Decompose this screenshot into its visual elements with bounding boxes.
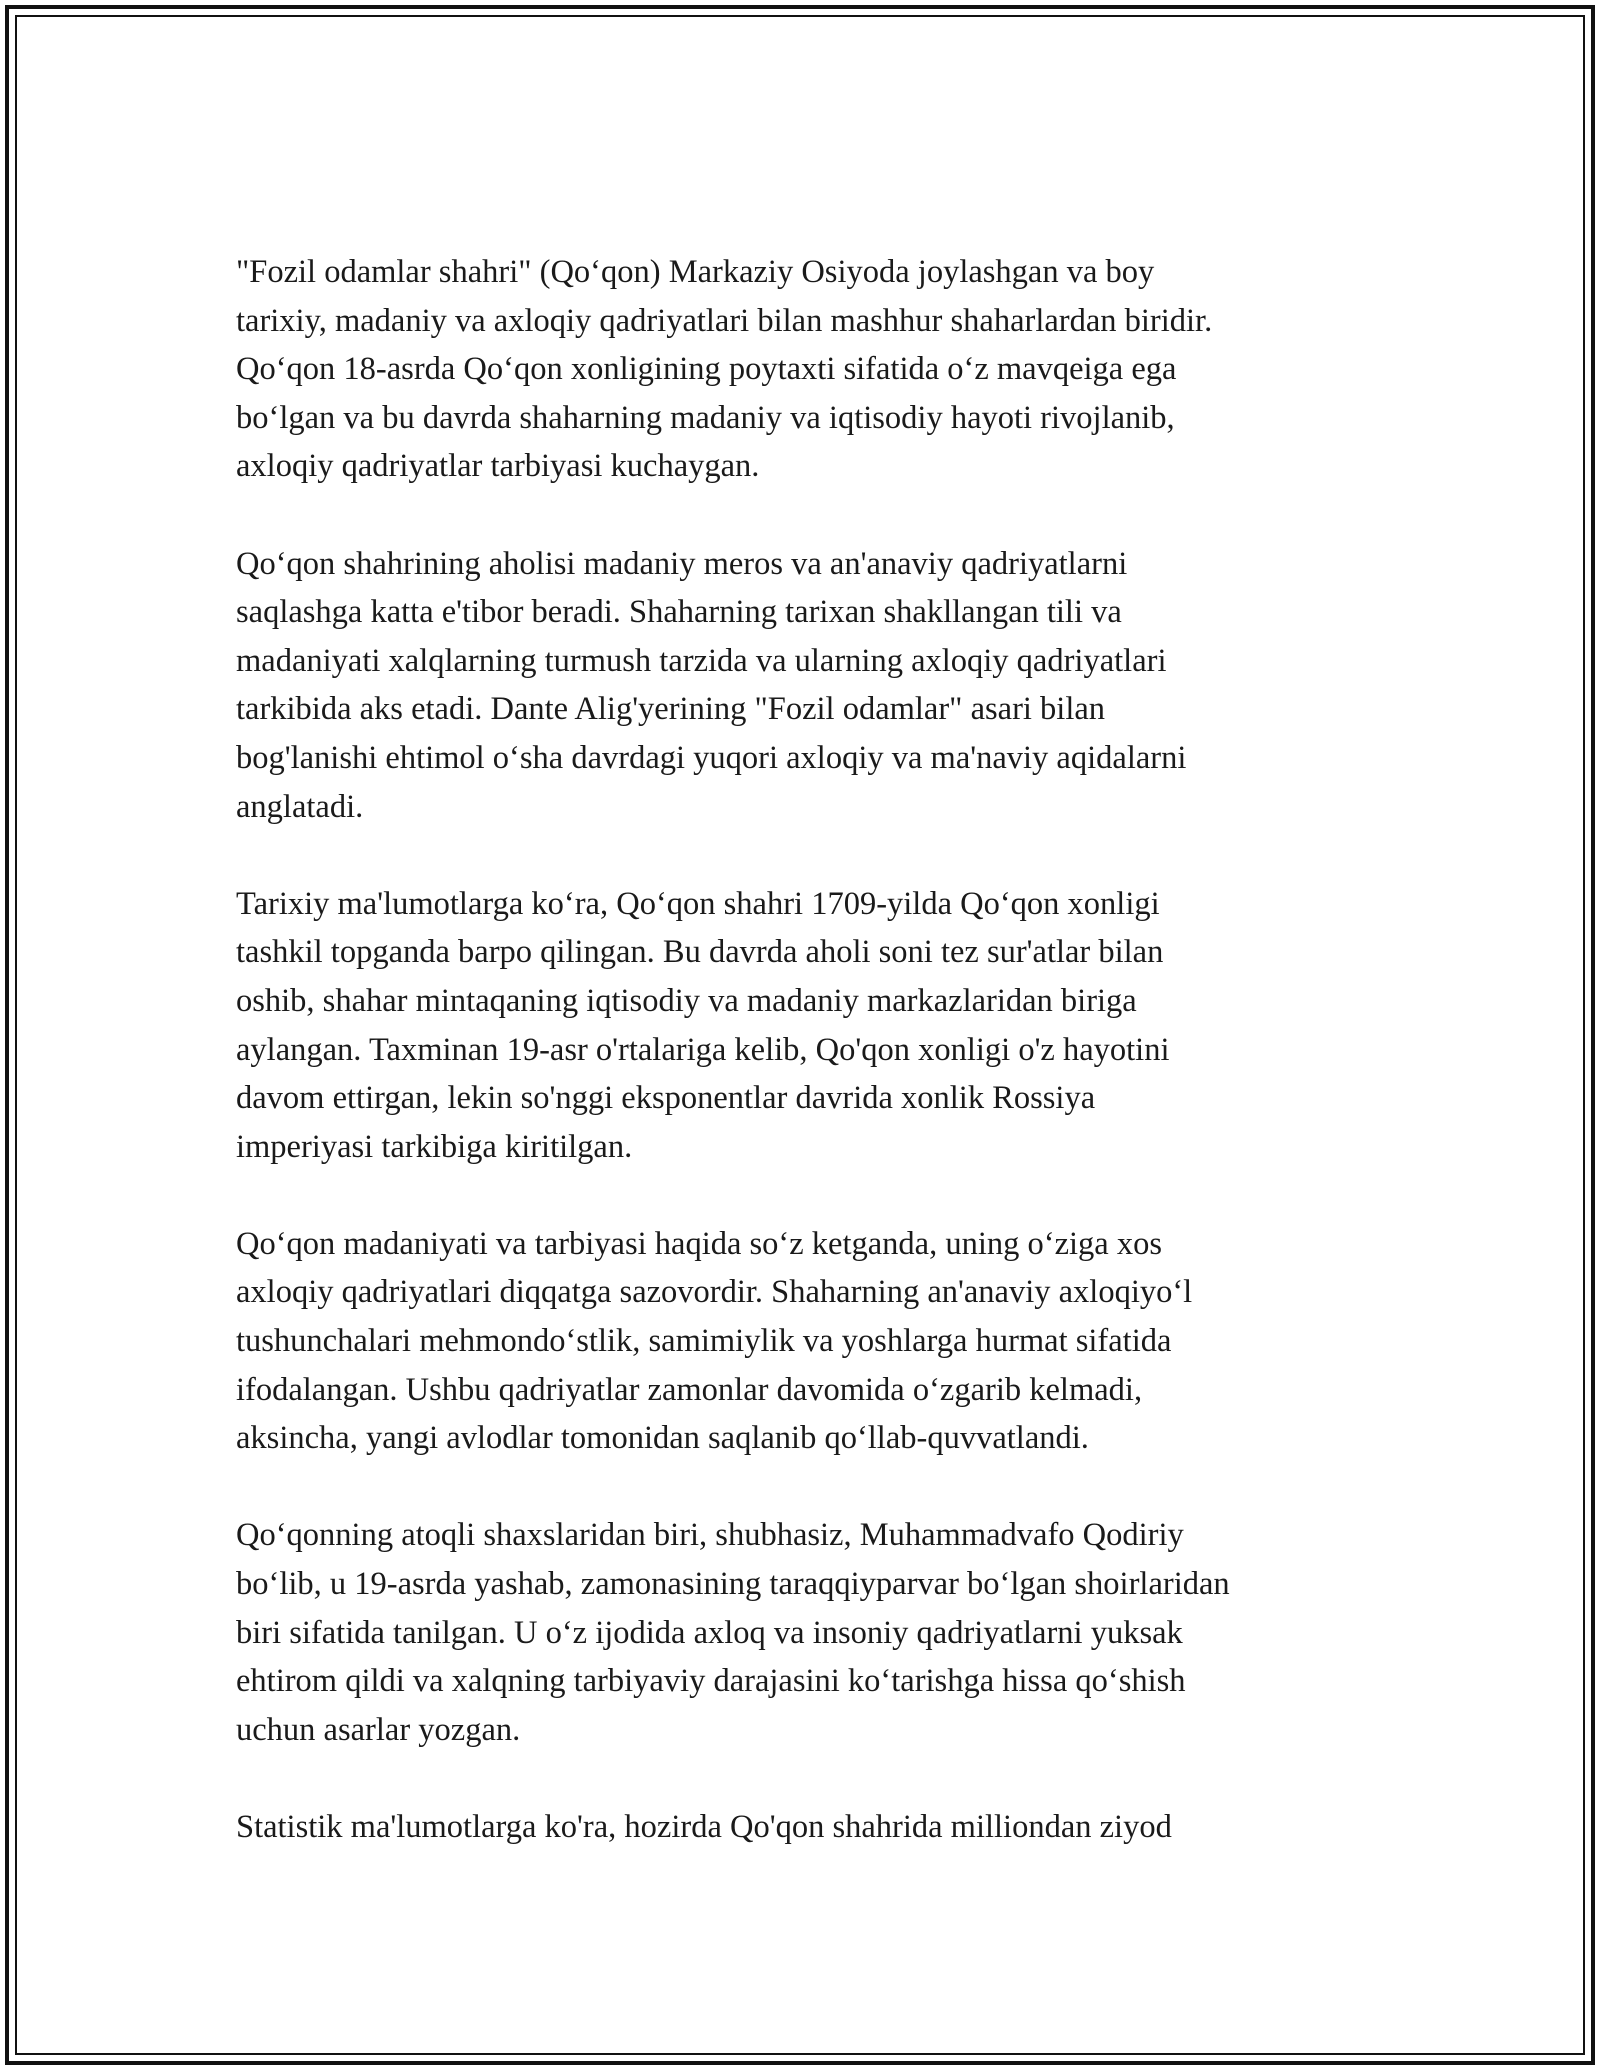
text-line: davom ettirgan, lekin so'nggi eksponentlar davrida xonlik Rossiya	[236, 1080, 1096, 1117]
text-line: tashkil topganda barpo qilingan. Bu davrda aholi soni tez sur'atlar bilan	[236, 934, 1164, 971]
text-line: madaniyati xalqlarning turmush tarzida va ularning axloqiy qadriyatlari	[236, 642, 1167, 679]
paragraph	[236, 1803, 1376, 1852]
text-line: "Fozil odamlar shahri" (Qo‘qon) Markaziy Osiyoda joylashgan va boy	[236, 254, 1155, 290]
text-line: anglatadi.	[236, 788, 364, 825]
text-line: bo‘lib, u 19-asrda yashab, zamonasining taraqqiyparvar bo‘lgan shoirlaridan	[236, 1566, 1230, 1603]
paragraph	[236, 540, 1376, 832]
text-line: imperiyasi tarkibiga kiritilgan.	[236, 1128, 633, 1165]
text-line: tarkibida aks etadi. Dante Alig'yerining "Fozil odamlar" asari bilan	[236, 691, 1106, 728]
paragraph	[236, 248, 1376, 491]
paragraph-spacer	[236, 1754, 1376, 1803]
text-line: biri sifatida tanilgan. U o‘z ijodida axloq va insoniy qadriyatlarni yuksak	[236, 1614, 1183, 1651]
text-line: axloqiy qadriyatlari diqqatga sazovordir. Shaharning an'anaviy axloqiyo‘l	[236, 1274, 1193, 1311]
text-line: ehtirom qildi va xalqning tarbiyaviy darajasini ko‘tarishga hissa qo‘shish	[236, 1663, 1186, 1700]
text-line: aylangan. Taxminan 19-asr o'rtalariga kelib, Qo'qon xonligi o'z hayotini	[236, 1031, 1170, 1068]
paragraph-spacer	[236, 1463, 1376, 1512]
text-line: tarixiy, madaniy va axloqiy qadriyatlari bilan mashhur shaharlardan biridir.	[236, 302, 1213, 339]
text-line: Tarixiy ma'lumotlarga ko‘ra, Qo‘qon shahri 1709-yilda Qo‘qon xonligi	[236, 885, 1160, 922]
text-line: Qo‘qon shahrining aholisi madaniy meros va an'anaviy qadriyatlarni	[236, 545, 1128, 582]
text-line: saqlashga katta e'tibor beradi. Shaharning tarixan shakllangan tili va	[236, 594, 1122, 631]
text-line: Statistik ma'lumotlarga ko'ra, hozirda Qo'qon shahrida milliondan ziyod	[236, 1809, 1172, 1845]
text-line: tushunchalari mehmondo‘stlik, samimiylik va yoshlarga hurmat sifatida	[236, 1323, 1172, 1360]
text-line: oshib, shahar mintaqaning iqtisodiy va madaniy markazlaridan biriga	[236, 982, 1137, 1019]
document-body	[236, 248, 1376, 1852]
paragraph-spacer	[236, 1171, 1376, 1220]
text-line: uchun asarlar yozgan.	[236, 1711, 521, 1748]
paragraph	[236, 880, 1376, 1172]
text-line: Qo‘qon 18-asrda Qo‘qon xonligining poytaxti sifatida o‘z mavqeiga ega	[236, 351, 1177, 388]
text-line: aksincha, yangi avlodlar tomonidan saqlanib qo‘llab-quvvatlandi.	[236, 1420, 1089, 1457]
text-line: bog'lanishi ehtimol o‘sha davrdagi yuqori axloqiy va ma'naviy aqidalarni	[236, 739, 1187, 776]
text-line: axloqiy qadriyatlar tarbiyasi kuchaygan.	[236, 448, 760, 485]
text-line: ifodalangan. Ushbu qadriyatlar zamonlar davomida o‘zgarib kelmadi,	[236, 1371, 1143, 1408]
paragraph-spacer	[236, 491, 1376, 540]
text-line: Qo‘qon madaniyati va tarbiyasi haqida so‘z ketganda, uning o‘ziga xos	[236, 1225, 1162, 1262]
text-line: bo‘lgan va bu davrda shaharning madaniy va iqtisodiy hayoti rivojlanib,	[236, 399, 1175, 436]
text-line: Qo‘qonning atoqli shaxslaridan biri, shubhasiz, Muhammadvafo Qodiriy	[236, 1517, 1184, 1554]
paragraph	[236, 1511, 1376, 1754]
paragraph	[236, 1220, 1376, 1463]
paragraph-spacer	[236, 831, 1376, 880]
